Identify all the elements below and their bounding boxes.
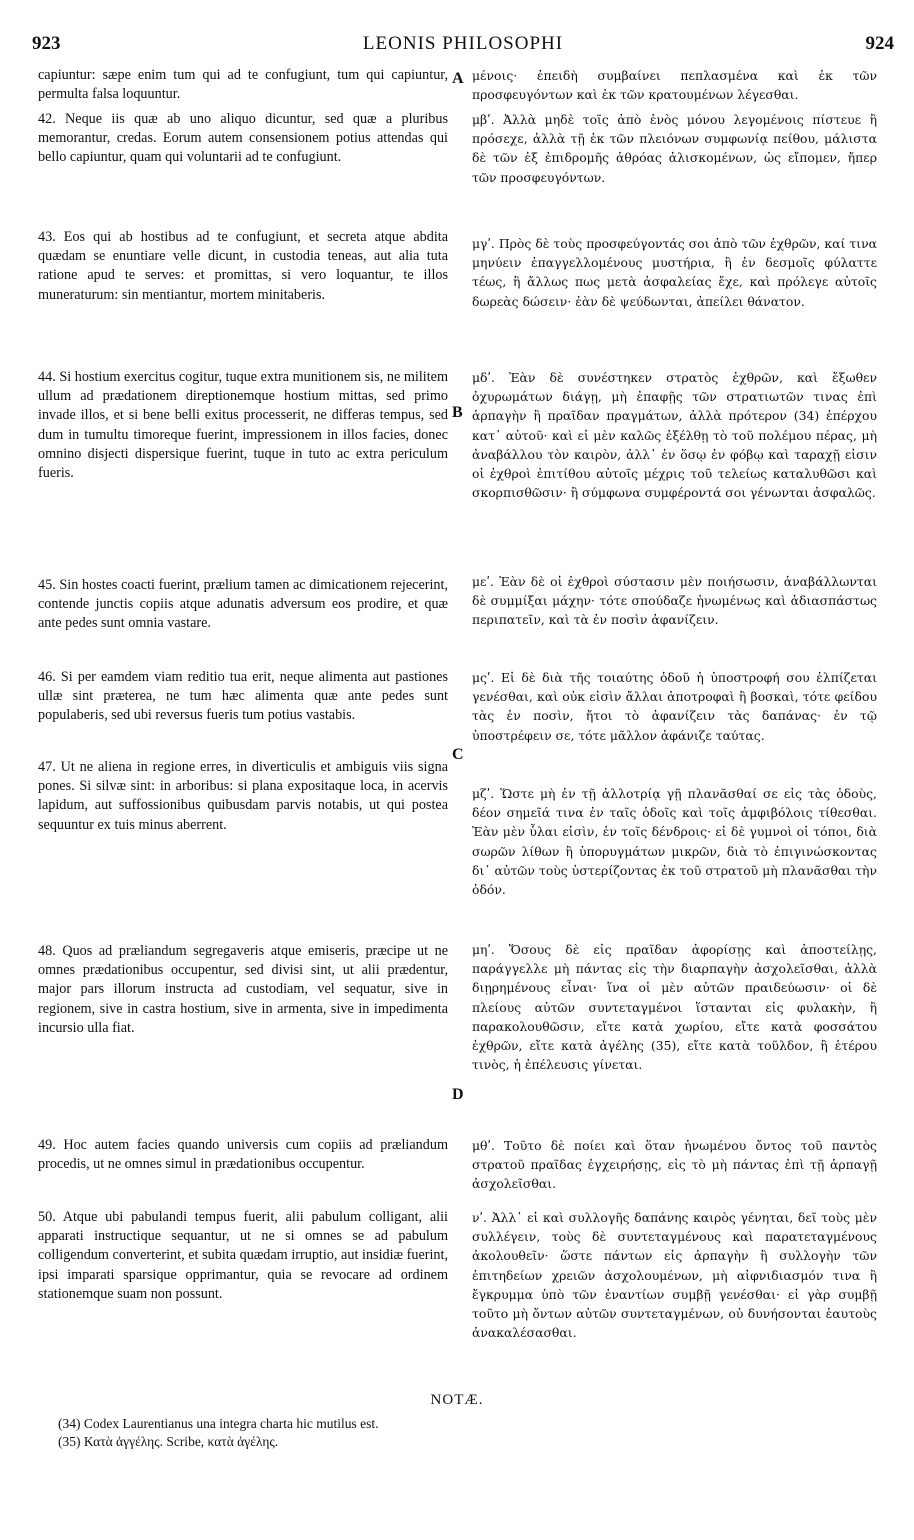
latin-para-41-end: capiuntur: sæpe enim tum qui ad te confugiunt, tum qui capiuntur, permulta falsa loquuntur. bbox=[38, 67, 448, 103]
latin-para-49: 49. Hoc autem facies quando universis cum copiis ad præliandum procedis, ut ne omnes simul in prædationibus occupentur. bbox=[38, 1137, 448, 1173]
greek-para-48: μηʹ. Ὅσους δὲ εἰς πραῖδαν ἀφορίσῃς καὶ ἀποστείλῃς, παράγγελλε μὴ πάντας εἰς τὴν διαρπαγὴν ἀσχολεῖσθαι, ἀλλὰ διῃρημένους εἶναι· ἵνα οἱ μὲν αὐτῶν πραιδεύωσιν· οἱ δὲ πλείους αὐτῶν συντεταγμένοι ἵστανται εἰς φυλακὴν, ἢ παρακολουθῶσιν, εἴτε κατὰ χωρίου, εἴτε κατὰ φοσσάτου ἐχθρῶν, εἴτε κατὰ ἀγέλης (35), εἴτε κατὰ τοῦλδον, ἢ ἑτέρου τινὸς, ἡ ἐπέλευσις γίνεται. bbox=[472, 942, 877, 1073]
greek-para-42: μβʹ. Ἀλλὰ μηδὲ τοῖς ἀπὸ ἑνὸς μόνου λεγομένοις πίστευε ἢ πρόσεχε, ἀλλὰ τῇ ἐκ τῶν πλειόνων συμφωνίᾳ πείθου, μάλιστα δὲ τῶν ἐξ ἐπιδρομῆς ἀθρόας ἁλισκομένων, ὡς εἴπομεν, ἤπερ τῶν προσφευγόντων. bbox=[472, 112, 877, 185]
margin-letter-c: C bbox=[452, 746, 464, 763]
greek-para-41-end: μένοις· ἐπειδὴ συμβαίνει πεπλασμένα καὶ ἐκ τῶν προσφευγόντων καὶ ἐκ τῶν κρατουμένων λέγεσθαι. bbox=[472, 68, 877, 103]
running-title: LEONIS PHILOSOPHI bbox=[362, 33, 564, 54]
page-number-right: 924 bbox=[865, 33, 894, 54]
footnote-35: (35) Κατὰ ἀγγέλης. Scribe, κατὰ ἀγέλης. bbox=[58, 1434, 279, 1449]
greek-para-44: μδʹ. Ἐὰν δὲ συνέστηκεν στρατὸς ἐχθρῶν, καὶ ἔξωθεν ὀχυρωμάτων διάγῃ, μὴ ἐπαφῇς τῶν στρατιωτῶν τινας ἐπὶ ἁρπαγὴν ἢ πραῖδαν πραγμάτων, ἀλλὰ πρότερον (34) ἐπέρχου κατ᾽ αὐτοῦ· καὶ εἰ μὲν καλῶς ἐξέλθῃ τὸ τοῦ πολέμου πέρας, μὴ ἀναβάλλου τὸν καιρὸν, ἀλλ᾽ ἐν ὅσῳ ἐν φόβῳ καὶ ταραχῇ εἰσιν οἱ ἐχθροὶ ἐπιτίθου αὐτοῖς μέχρις τοῦ τελείως καταλυθῶσι καὶ σκορπισθῶσιν· ἢ σύμφωνα συμφέροντά σοι γένωνται ἀσφαλῶς. bbox=[472, 370, 877, 501]
footnote-34: (34) Codex Laurentianus una integra charta hic mutilus est. bbox=[58, 1416, 379, 1431]
latin-para-45: 45. Sin hostes coacti fuerint, prælium tamen ac dimicationem rejecerint, contende junctis copiis atque adunatis adversum eos prodire, et quæ ante pedes sunt omnia vastare. bbox=[38, 577, 448, 632]
latin-para-47: 47. Ut ne aliena in regione erres, in diverticulis et ambiguis viis signa pones. Si silvæ sint: in arboribus: si plana expositaque loca, in acervis lapidum, aut suffossionibus quibusdam parvis notabis, ut qui postea sequuntur ex tuis minus aberrent. bbox=[38, 759, 448, 833]
latin-para-44: 44. Si hostium exercitus cogitur, tuque extra munitionem sis, ne militem ullum ad prædationem direptionemque hostium mittas, sed primo invade illos, et si bene belli exitus processerit, ne differas tempus, sed dum in tumultu timoreque fuerint, impressionem in illos facies, donec omnino disjecti dispersique fuerint, tuque in tuto ac extra periculum fueris. bbox=[38, 369, 448, 482]
latin-para-48: 48. Quos ad præliandum segregaveris atque emiseris, præcipe ut ne omnes prædationibus occupentur, sed divisi sint, ut alii prædentur, major pars illorum instructa ad custodiam, vel sequatur, sive in regionem, sive in castra hostium, sive in armenta, sive in impedimenta incursio ulla fiat. bbox=[38, 943, 448, 1036]
latin-para-43: 43. Eos qui ab hostibus ad te confugiunt, et secreta atque abdita quædam se enuntiare velle dicunt, in custodia teneas, aut alia tuta ratione apud te serves: et promittas, si vero loquantur, te illos muneraturum: sin mentiantur, mortem minitaberis. bbox=[38, 229, 448, 303]
latin-para-46: 46. Si per eamdem viam reditio tua erit, neque alimenta aut pastiones ullæ sint præterea, ne tum hæc alimenta quæ ante pedes sunt populaberis, sed ubi reversus fueris tum potius vastabis. bbox=[38, 669, 448, 724]
margin-letter-d: D bbox=[452, 1086, 464, 1103]
latin-para-50: 50. Atque ubi pabulandi tempus fuerit, alii pabulum colligant, alii apparati instructique sequantur, ut ne si omnes se ad pabulum colligendum converterint, et subita quædam irruptio, aut insidiæ fuerint, ipsi imparati sparsique opprimantur, quia se revocare ad ordinem stationemque suam non possunt. bbox=[38, 1209, 448, 1302]
greek-para-43: μγʹ. Πρὸς δὲ τοὺς προσφεύγοντάς σοι ἀπὸ τῶν ἐχθρῶν, καί τινα μηνύειν ἐπαγγελλομένους μυστήρια, ἢ ἐν δεσμοῖς φύλαττε τέως, ἢ ἄλλως πως μετὰ ἀσφαλείας ἔχε, καὶ πρόλεγε αὐτοῖς δωρεὰς δώσειν· ἐὰν δὲ ψεύδωνται, ἀπείλει θάνατον. bbox=[472, 236, 877, 309]
margin-letter-b: B bbox=[452, 404, 463, 421]
margin-letter-a: A bbox=[452, 70, 464, 87]
greek-para-47: μζʹ. Ὥστε μὴ ἐν τῇ ἀλλοτρίᾳ γῇ πλανᾶσθαί σε εἰς τὰς ὁδοὺς, δέον σημεῖά τινα ἐν ταῖς ὁδοῖς καὶ τοῖς ἀμφιβόλοις τίθεσθαι. Ἐὰν μὲν ὗλαι εἰσὶν, ἐν τοῖς δένδροις· εἰ δὲ γυμνοὶ οἱ τόποι, διὰ σωρῶν λίθων ἢ ὑπορυγμάτων μικρῶν, διὰ τὸ ἐπιγινώσκοντας δι᾽ αὐτῶν τοὺς ὑστερίζοντας ἐκ τοῦ στρατοῦ μὴ πλανᾶσθαι τὴν ὁδόν. bbox=[472, 786, 877, 898]
greek-para-50: νʹ. Ἀλλ᾽ εἰ καὶ συλλογῆς δαπάνης καιρὸς γένηται, δεῖ τοὺς μὲν συλλέγειν, τοὺς δὲ συντεταγμένους καὶ παρατεταγμένους ἀκολουθεῖν· ὥστε πάντων εἰς ἁρπαγὴν ἢ συλλογὴν τῶν ἐπιτηδείων χρειῶν ἀσχολουμένων, μὴ αἰφνιδιασμόν τινα ἢ ἔγκρυμμα ὑπὸ τῶν ἐναντίων συμβῇ γενέσθαι· εἰ γὰρ συμβῇ τοῦτο μὴ ὄντων αὐτῶν συντεταγμένων, οὐ δυνήσονται ἑαυτοὺς ἀνακαλέσασθαι. bbox=[472, 1210, 877, 1341]
notes-heading: NOTÆ. bbox=[430, 1392, 484, 1408]
footnotes bbox=[58, 1415, 858, 1451]
latin-para-42: 42. Neque iis quæ ab uno aliquo dicuntur, sed quæ a pluribus memorantur, credas. Eorum autem consensionem potius attendas qui bello capiuntur, quam qui voluntarii ad te confugiunt. bbox=[38, 111, 448, 166]
greek-para-45: μεʹ. Ἐὰν δὲ οἱ ἐχθροὶ σύστασιν μὲν ποιήσωσιν, ἀναβάλλωνται δὲ συμμίξαι μάχην· τότε σπούδαζε ἡνωμένως καὶ ἀδιασπάστως περιπατεῖν, καὶ τὰ ἐν ποσὶν ἀφανίζειν. bbox=[472, 574, 877, 628]
page-header bbox=[32, 33, 894, 59]
greek-para-46: μςʹ. Εἰ δὲ διὰ τῆς τοιαύτης ὁδοῦ ἡ ὑποστροφή σου ἐλπίζεται γενέσθαι, καὶ οὐκ εἰσὶν ἄλλαι ἀποτροφαὶ ἢ βοσκαὶ, τότε φείδου τὰς ἐν ποσὶν, ἤτοι τὸ ἀφανίζειν τὰς δαπάνας· ἐν τῷ ὑποστρέφειν σε, τότε μᾶλλον ἀφάνιζε ταύτας. bbox=[472, 670, 877, 743]
greek-para-49: μθʹ. Τοῦτο δὲ ποίει καὶ ὅταν ἡνωμένου ὄντος τοῦ παντὸς στρατοῦ πραῖδας ἐγχειρήσῃς, εἰς τὸ μὴ πάντας ἐπὶ τῇ ἁρπαγῇ ἀσχολεῖσθαι. bbox=[472, 1138, 877, 1192]
page-number-left: 923 bbox=[32, 33, 61, 54]
